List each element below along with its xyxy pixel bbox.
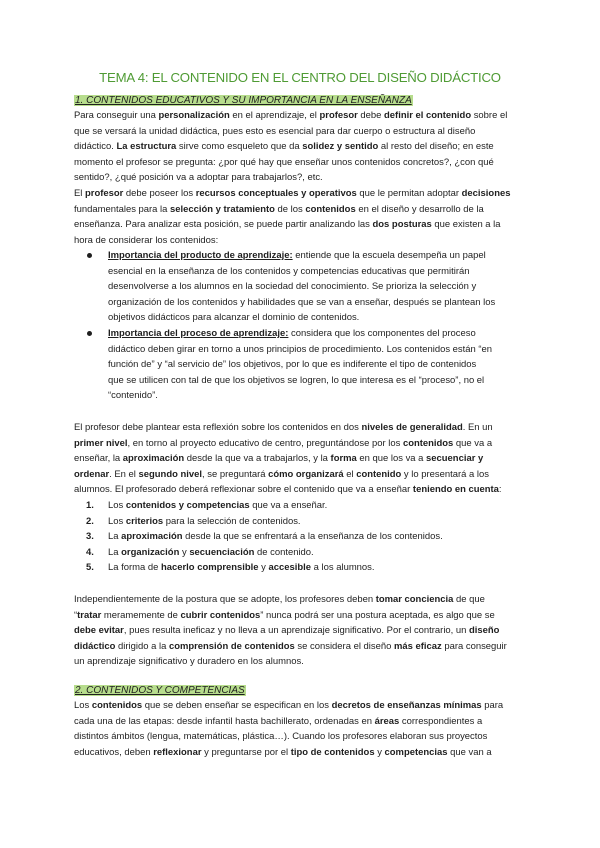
list-number: 5. — [86, 562, 94, 574]
section-heading-2 — [74, 684, 248, 698]
list-item: 5. La forma de hacerlo comprensible y accesible a los alumnos. — [108, 560, 530, 576]
text-line: hora de considerar los contenidos: — [74, 234, 219, 246]
text-line: Independientemente de la postura que se adopte, los profesores deben tomar conciencia de que — [74, 594, 485, 605]
text-line: que se versará la unidad didáctica, pues esto es esencial para dar cuerpo o estructura al diseño — [74, 125, 476, 137]
page-title: TEMA 4: EL CONTENIDO EN EL CENTRO DEL DISEÑO DIDÁCTICO — [99, 70, 501, 85]
text-line: enseñanza. Para analizar esta posición, se puede partir analizando las dos posturas que existen a la — [74, 219, 501, 231]
text-line: El profesor debe plantear esta reflexión sobre los contenidos en dos niveles de generalidad. En un — [74, 422, 493, 433]
bullet-icon — [87, 331, 92, 336]
paragraph — [74, 108, 530, 186]
list-number: 1. — [86, 500, 94, 511]
text-line: sentido?, ¿qué posición va a adoptar para trabajarlos?, etc. — [74, 172, 323, 184]
text-line: fundamentales para la selección y tratamiento de los contenidos en el diseño y desarrollo de la — [74, 203, 484, 215]
text-line: debe evitar, pues resulta ineficaz y no lleva a un aprendizaje significativo. Por el contrario, un diseño — [74, 625, 500, 637]
list-item: 4. La organización y secuenciación de contenido. — [108, 545, 530, 561]
paragraph — [74, 420, 530, 498]
text-line: ordenar. En el segundo nivel, se preguntará cómo organizará el contenido y lo presentará a los — [74, 468, 489, 480]
text-line: distintos ámbitos (lengua, matemáticas, plástica…). Cuando los profesores elaboran sus proyectos — [74, 731, 488, 743]
text-line: momento el profesor se pregunta: ¿por qué hay que enseñar unos contenidos concretos?, ¿con qué — [74, 156, 494, 168]
text-line: “tratar meramemente de cubrir contenidos” nunca podrá ser una postura aceptada, es algo que se — [74, 609, 495, 621]
bullet-item: Importancia del producto de aprendizaje: entiende que la escuela desempeña un papel esencial en la enseñanza de los contenidos y competencias educativas que permitirán desenvolverse a los alumnos en la sociedad del conocimiento. Se prioriza la selección y organización de los contenidos y habilidades que se van a enseñar, después se plantean los objetivos didácticos para alcanzar el dominio de contenidos. — [108, 248, 530, 326]
list-number: 4. — [86, 546, 94, 558]
text-line: alumnos. El profesorado deberá reflexionar sobre el contenido que va a enseñar teniendo en cuenta: — [74, 484, 502, 496]
section-heading-1-text: 1. CONTENIDOS EDUCATIVOS Y SU IMPORTANCIA EN LA ENSEÑANZA — [75, 95, 412, 106]
list-item: 1. Los contenidos y competencias que va a enseñar. — [108, 498, 530, 514]
list-number: 2. — [86, 515, 94, 527]
text-line: enseñar, la aproximación desde la que va a trabajarlos, y la forma en que los va a secuenciar y — [74, 453, 484, 465]
text-line: Para conseguir una personalización en el aprendizaje, el profesor debe definir el contenido sobre el — [74, 110, 508, 121]
text-line: Los contenidos que se deben enseñar se especifican en los decretos de enseñanzas mínimas para — [74, 700, 504, 711]
paragraph — [74, 592, 530, 670]
bullet-label: Importancia del producto de aprendizaje: — [108, 250, 293, 261]
text-line: El profesor debe poseer los recursos conceptuales y operativos que le permitan adoptar decisiones — [74, 188, 511, 199]
text-line: educativos, deben reflexionar y preguntarse por el tipo de contenidos y competencias que van a — [74, 746, 492, 758]
numbered-list — [86, 498, 530, 576]
text-line: didáctico. La estructura sirve como esqueleto que da solidez y sentido al resto del diseño; en este — [74, 141, 494, 153]
bullet-item: Importancia del proceso de aprendizaje: considera que los componentes del proceso didáctico deben girar en torno a unos principios de procedimiento. Los contenidos están “en función de” y “al servicio de” los objetivos, por lo que es indiferente el tipo de contenidos que se utilicen con tal de que los objetivos se logren, lo que interesa es el “proceso”, no el “contenido”. — [108, 326, 530, 404]
text-line: un aprendizaje significativo y duradero en los alumnos. — [74, 656, 304, 668]
text-line: didáctico dirigido a la comprensión de contenidos se considera el diseño más eficaz para conseguir — [74, 640, 507, 652]
paragraph — [74, 698, 530, 760]
text-line: primer nivel, en torno al proyecto educativo de centro, preguntándose por los contenidos que va a — [74, 437, 493, 449]
bullet-label: Importancia del proceso de aprendizaje: — [108, 328, 289, 339]
list-item: 3. La aproximación desde la que se enfrentará a la enseñanza de los contenidos. — [108, 529, 530, 545]
bullet-icon — [87, 253, 92, 258]
paragraph — [74, 186, 530, 248]
list-number: 3. — [86, 531, 94, 543]
section-heading-1 — [74, 94, 415, 108]
list-item: 2. Los criterios para la selección de contenidos. — [108, 514, 530, 530]
text-line: cada una de las etapas: desde infantil hasta bachillerato, ordenadas en áreas correspondientes a — [74, 715, 483, 727]
section-heading-2-text: 2. CONTENIDOS Y COMPETENCIAS — [75, 685, 245, 696]
